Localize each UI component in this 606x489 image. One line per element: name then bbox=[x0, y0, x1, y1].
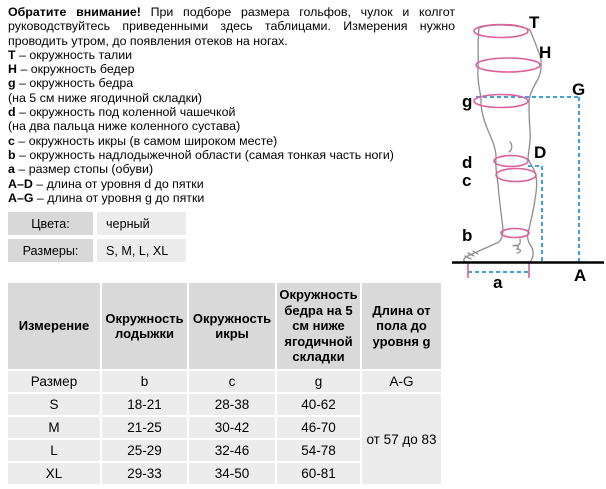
value-cell: 21-25 bbox=[102, 417, 187, 438]
header-calf: Окружность икры bbox=[189, 283, 275, 369]
label-T: T bbox=[529, 13, 540, 32]
definition-line-AD: A–D – длина от уровня d до пятки bbox=[8, 176, 204, 191]
definition-key: A–G bbox=[8, 190, 34, 205]
size-cell: XL bbox=[8, 463, 100, 484]
definition-line-d-note bbox=[8, 119, 455, 133]
ankle-ellipse bbox=[501, 229, 529, 238]
size-cell: S bbox=[8, 394, 100, 415]
value-cell: 30-42 bbox=[189, 417, 275, 438]
definition-text: окружность бедра bbox=[29, 76, 134, 91]
definition-line-b: b – окружность надлодыжечной области (самая тонкая часть ноги) bbox=[8, 147, 394, 162]
header-length: Длина от пола до уровня g bbox=[362, 283, 441, 369]
definition-key: A–D bbox=[8, 176, 33, 191]
value-cell: 18-21 bbox=[102, 394, 187, 415]
label-D: D bbox=[534, 143, 547, 162]
label-a: a bbox=[493, 273, 503, 290]
definition-text: длина от уровня d до пятки bbox=[46, 176, 204, 191]
definition-line-T: T – окружность талии bbox=[8, 47, 133, 62]
definition-line-d: d – окружность под коленной чашечкой bbox=[8, 105, 236, 120]
notice-paragraph bbox=[8, 5, 455, 48]
definition-line-g: g – окружность бедра bbox=[8, 76, 134, 91]
label-c: c bbox=[462, 171, 472, 190]
value-cell: 54-78 bbox=[277, 440, 360, 461]
table-row-S bbox=[8, 394, 441, 415]
definition-key: a bbox=[8, 162, 15, 177]
table-header-row bbox=[8, 283, 441, 369]
colors-value: черный bbox=[97, 212, 186, 235]
sizes-label: Размеры: bbox=[8, 239, 93, 262]
definition-line-a: a – размер стопы (обуви) bbox=[8, 162, 154, 177]
measure-g: g bbox=[277, 371, 360, 392]
sizes-value: S, M, L, XL bbox=[97, 239, 186, 262]
table-measure-row bbox=[8, 371, 441, 392]
label-A: A bbox=[574, 266, 587, 285]
notice-intro-text: При подборе размера гольфов, чулок и колгот руководствуйтесь приведенными здесь таблицами. Измерения нужно проводить утром, до появления отеков на ногах. bbox=[8, 5, 455, 48]
calf-ellipse bbox=[496, 169, 536, 182]
waist-ellipse bbox=[474, 25, 528, 38]
definition-text: окружность бедер bbox=[30, 62, 135, 77]
label-g: g bbox=[462, 92, 473, 111]
definition-key: H bbox=[8, 62, 17, 77]
definition-line-AG: A–G – длина от уровня g до пятки bbox=[8, 190, 205, 205]
product-attributes bbox=[8, 212, 186, 262]
size-chart-table bbox=[6, 281, 443, 486]
definition-text: окружность икры (в самом широком месте) bbox=[28, 133, 278, 148]
value-cell: 28-38 bbox=[189, 394, 275, 415]
label-d: d bbox=[462, 153, 473, 172]
definition-line-g-note bbox=[8, 91, 455, 105]
measurement-definitions bbox=[8, 48, 455, 205]
value-cell: 32-46 bbox=[189, 440, 275, 461]
value-cell: 60-81 bbox=[277, 463, 360, 484]
leg-measurement-diagram bbox=[446, 0, 606, 290]
definition-key: b bbox=[8, 147, 16, 162]
definition-text: длина от уровня g до пятки bbox=[47, 190, 205, 205]
definition-key: T bbox=[8, 47, 16, 62]
notice-intro-bold: Обратите внимание! bbox=[8, 5, 141, 19]
definition-key: g bbox=[8, 76, 16, 91]
definition-text: (на 5 см ниже ягодичной складки) bbox=[8, 90, 203, 105]
colors-row bbox=[8, 212, 186, 235]
definition-text: (на два пальца ниже коленного сустава) bbox=[8, 119, 241, 134]
definition-line-c: c – окружность икры (в самом широком месте) bbox=[8, 133, 278, 148]
definition-text: окружность талии bbox=[29, 47, 133, 62]
label-H: H bbox=[539, 43, 552, 62]
below-knee-ellipse bbox=[494, 156, 528, 167]
value-cell: 25-29 bbox=[102, 440, 187, 461]
value-cell: 46-70 bbox=[277, 417, 360, 438]
size-cell: L bbox=[8, 440, 100, 461]
definition-text: окружность надлодыжечной области (самая тонкая часть ноги) bbox=[29, 147, 394, 162]
size-cell: M bbox=[8, 417, 100, 438]
guide-dashed-lines bbox=[468, 97, 579, 272]
header-thigh: Окружность бедра на 5 см ниже ягодичной складки bbox=[277, 283, 360, 369]
length-range-cell: от 57 до 83 bbox=[362, 394, 441, 484]
diagram-labels bbox=[462, 13, 586, 290]
measure-c: c bbox=[189, 371, 275, 392]
measure-label: Размер bbox=[8, 371, 100, 392]
definition-key: c bbox=[8, 133, 15, 148]
value-cell: 29-33 bbox=[102, 463, 187, 484]
hip-ellipse bbox=[476, 58, 540, 72]
label-b: b bbox=[462, 226, 473, 245]
definition-text: размер стопы (обуви) bbox=[28, 162, 154, 177]
header-ankle: Окружность лодыжки bbox=[102, 283, 187, 369]
label-G: G bbox=[572, 80, 586, 99]
header-measurement: Измерение bbox=[8, 283, 100, 369]
value-cell: 34-50 bbox=[189, 463, 275, 484]
definition-line-H: H – окружность бедер bbox=[8, 62, 135, 77]
sizes-row bbox=[8, 239, 186, 262]
measure-b: b bbox=[102, 371, 187, 392]
value-cell: 40-62 bbox=[277, 394, 360, 415]
measure-AG: A-G bbox=[362, 371, 441, 392]
definition-key: d bbox=[8, 105, 16, 120]
definition-text: окружность под коленной чашечкой bbox=[29, 105, 236, 120]
notice-block bbox=[8, 5, 455, 205]
colors-label: Цвета: bbox=[8, 212, 93, 235]
